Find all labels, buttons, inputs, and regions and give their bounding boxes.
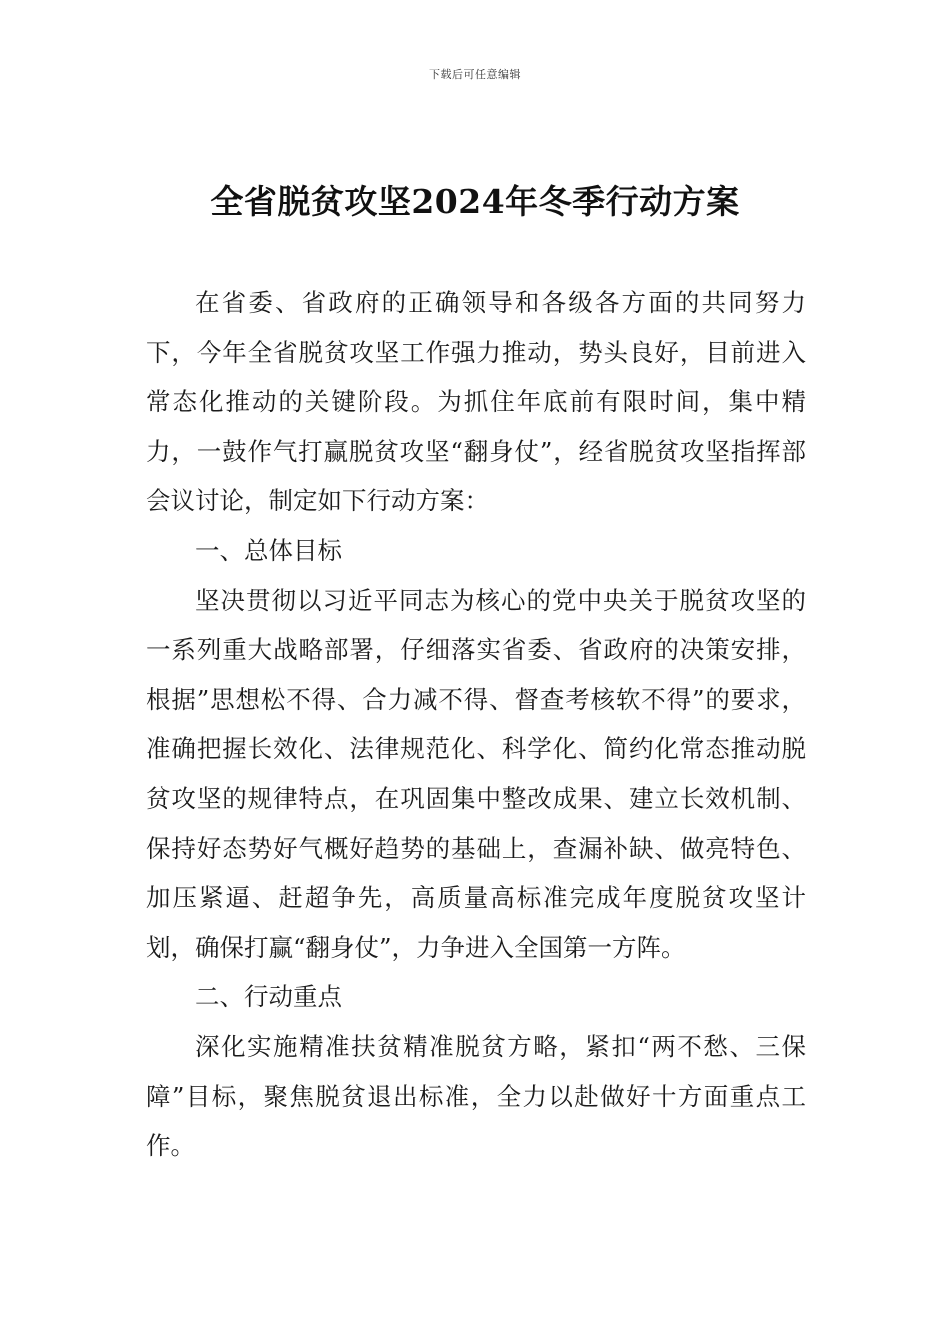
- section-heading-2: 二、行动重点: [195, 982, 342, 1012]
- header-note: 下载后可任意编辑: [429, 68, 521, 81]
- intro-paragraph: 在省委、省政府的正确领导和各级各方面的共同努力下，今年全省脱贫攻坚工作强力推动，势头良好，目前进入常态化推动的关键阶段。为抓住年底前有限时间，集中精力，一鼓作气打赢脱贫攻坚“翻身仗”，经省脱贫攻坚指挥部会议讨论，制定如下行动方案：: [146, 288, 806, 516]
- section-2-paragraph: 深化实施精准扶贫精准脱贫方略，紧扣“两不愁、三保障”目标，聚焦脱贫退出标准，全力以赴做好十方面重点工作。: [146, 1031, 806, 1161]
- section-1-paragraph: 坚决贯彻以习近平同志为核心的党中央关于脱贫攻坚的一系列重大战略部署，仔细落实省委、省政府的决策安排，根据”思想松不得、合力减不得、督查考核软不得”的要求，准确把握长效化、法律规范化、科学化、简约化常态推动脱贫攻坚的规律特点，在巩固集中整改成果、建立长效机制、保持好态势好气概好趋势的基础上，查漏补缺、做亮特色、加压紧逼、赶超争先，高质量高标准完成年度脱贫攻坚计划，确保打赢“翻身仗”，力争进入全国第一方阵。: [146, 585, 806, 962]
- document-title: 全省脱贫攻坚2024年冬季行动方案: [210, 182, 740, 221]
- section-heading-1: 一、总体目标: [195, 535, 342, 565]
- document-body: [146, 278, 806, 1171]
